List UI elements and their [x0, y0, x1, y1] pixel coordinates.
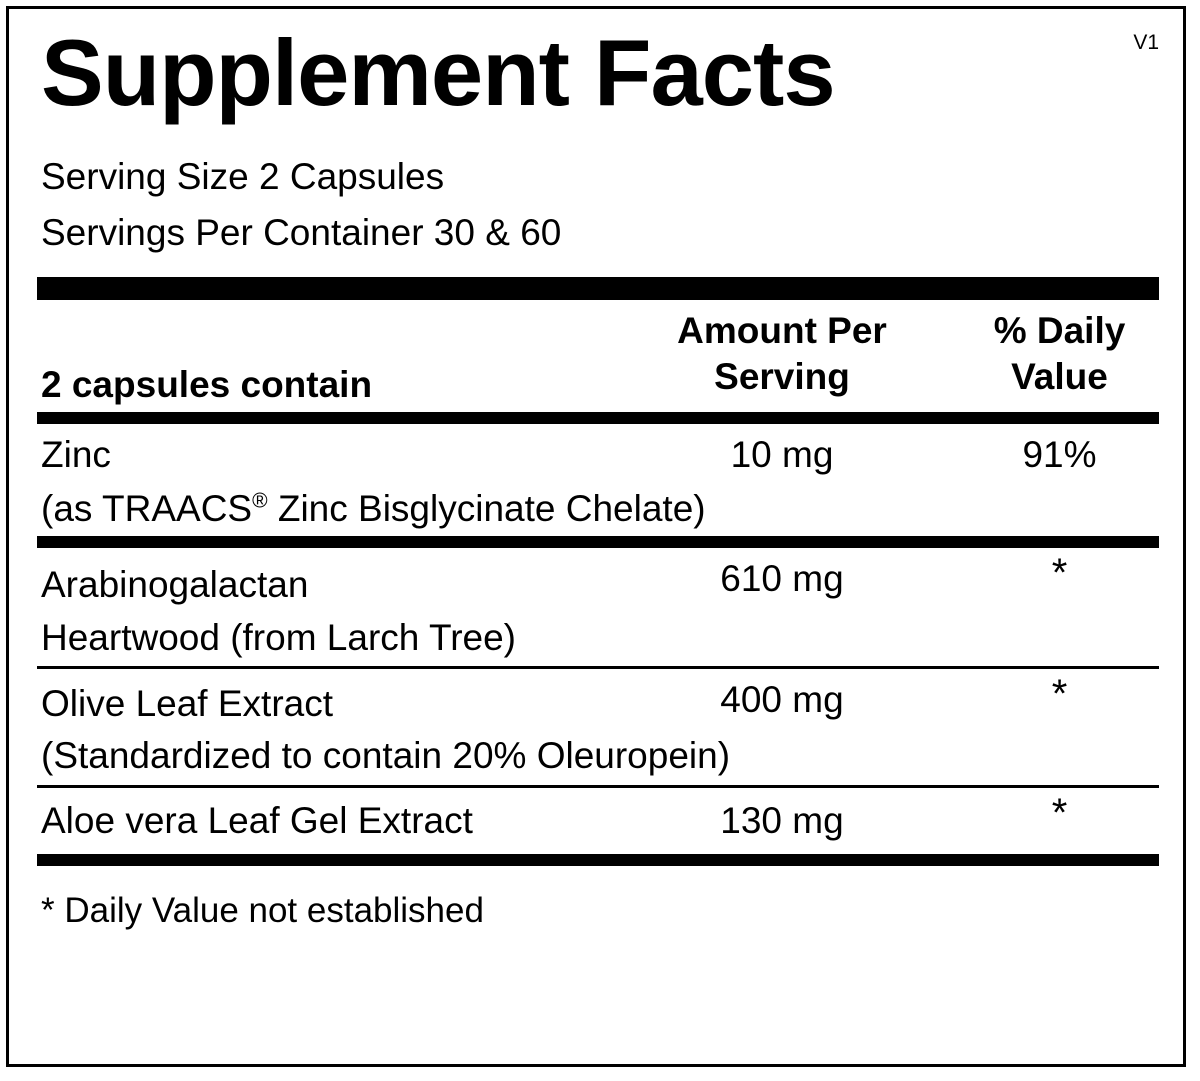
column-header-amount-line1: Amount Per	[677, 310, 887, 351]
version-label: V1	[1133, 31, 1159, 54]
divider-thick-top	[37, 277, 1159, 300]
label-content	[37, 17, 1159, 934]
ingredient-name: Olive Leaf Extract	[41, 683, 334, 724]
divider-medium-zinc	[37, 536, 1159, 548]
ingredient-subtext: (Standardized to contain 20% Oleuropein)	[41, 735, 731, 776]
ingredient-subtext-pre: (as TRAACS	[41, 488, 253, 529]
ingredient-name: Zinc	[41, 434, 111, 475]
ingredient-daily-value: *	[1051, 791, 1068, 835]
column-header-amount	[637, 308, 927, 400]
table-row	[37, 548, 1159, 666]
ingredient-amount: 10 mg	[730, 434, 834, 475]
ingredient-name: Arabinogalactan	[41, 564, 309, 605]
page-title: Supplement Facts	[41, 20, 835, 125]
registered-trademark-icon: ®	[252, 489, 268, 513]
column-header-row	[37, 300, 1159, 412]
ingredient-amount: 400 mg	[720, 679, 844, 720]
table-row	[37, 669, 1159, 785]
supplement-facts-panel	[6, 6, 1186, 1067]
divider-medium-header	[37, 412, 1159, 424]
column-header-daily-value	[962, 308, 1157, 400]
ingredient-name: Aloe vera Leaf Gel Extract	[41, 800, 473, 841]
ingredient-amount: 130 mg	[720, 800, 844, 841]
ingredient-daily-value: 91%	[1022, 434, 1097, 475]
serving-size: Serving Size 2 Capsules	[41, 156, 445, 197]
ingredient-daily-value: *	[1051, 551, 1068, 595]
divider-medium-bottom	[37, 854, 1159, 866]
title-row	[37, 17, 1159, 127]
footnote: * Daily Value not established	[41, 891, 484, 930]
column-header-dv-line2: Value	[1011, 356, 1108, 397]
column-header-left: 2 capsules contain	[41, 364, 373, 405]
column-header-amount-line2: Serving	[714, 356, 850, 397]
ingredient-amount: 610 mg	[720, 558, 844, 599]
ingredient-subtext	[41, 484, 706, 534]
ingredient-subtext-post: Zinc Bisglycinate Chelate)	[267, 488, 706, 529]
column-header-dv-line1: % Daily	[993, 310, 1126, 351]
table-row	[37, 788, 1159, 854]
ingredient-subtext: Heartwood (from Larch Tree)	[41, 617, 517, 658]
servings-per-container: Servings Per Container 30 & 60	[41, 212, 562, 253]
table-row	[37, 424, 1159, 536]
ingredient-daily-value: *	[1051, 672, 1068, 716]
